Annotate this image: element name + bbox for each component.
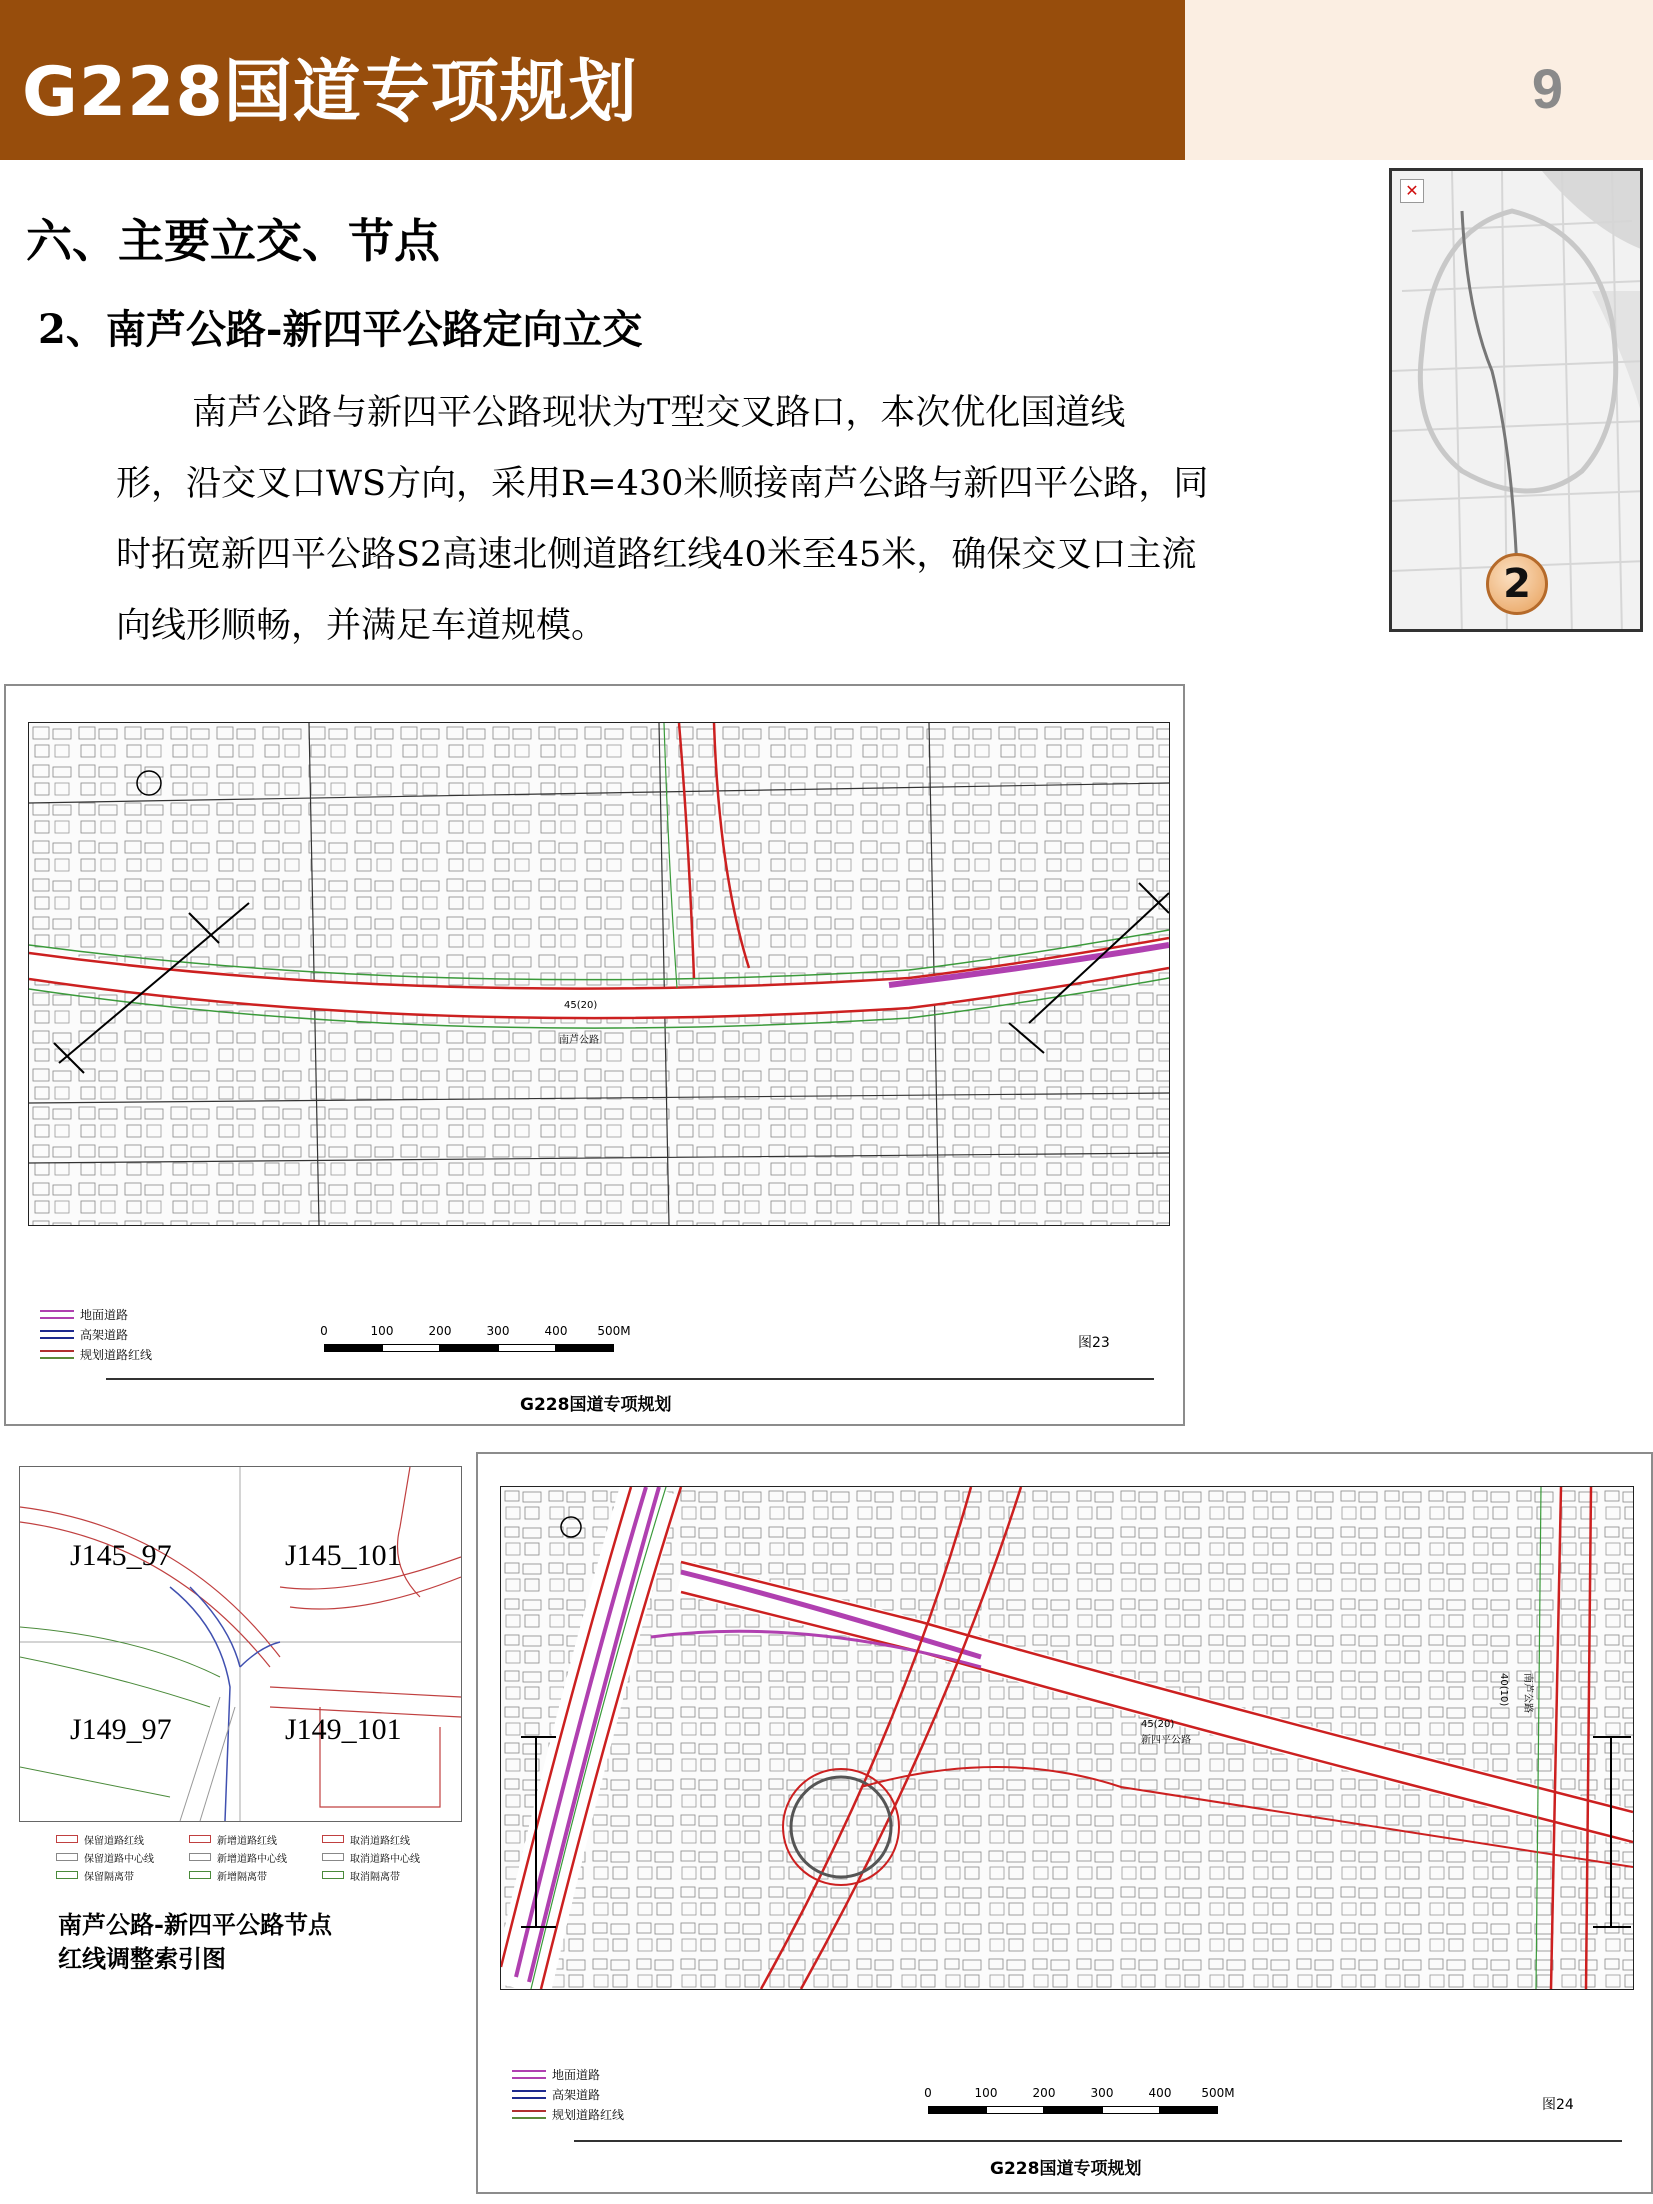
body-paragraph	[116, 378, 1316, 662]
figure-24-map	[500, 1486, 1634, 1990]
locator-minimap	[1389, 168, 1643, 632]
body-line: 向线形顺畅，并满足车道规模。	[116, 606, 607, 646]
figure-24-legend	[512, 2064, 624, 2124]
figure-23-map	[28, 722, 1170, 1226]
body-line: 南芦公路与新四平公路现状为T型交叉路口，本次优化国道线	[192, 393, 1126, 433]
legend-item: 地面道路	[40, 1304, 152, 1324]
legend-swatch	[40, 1350, 74, 1359]
divider	[574, 2140, 1622, 2142]
index-map-legend: 保留道路红线 新增道路红线 取消道路红线 保留道路中心线 新增道路中心线 取消道路中心线 保留隔离带 新增隔离带 取消隔离带	[56, 1830, 456, 1884]
figure-caption: G228国道专项规划	[990, 2159, 1142, 2179]
figure-23-legend	[40, 1304, 152, 1364]
sheet-label: J145_97	[70, 1539, 172, 1572]
road-label: 南芦公路	[559, 1035, 599, 1046]
road-label: 45(20)	[564, 1000, 598, 1011]
figure-24-scale-bar: 0 100 200 300 400 500M	[928, 2086, 1218, 2126]
figure-label: 图24	[1542, 2097, 1574, 2113]
sheet-label: J145_101	[285, 1539, 402, 1572]
index-map-graphic	[20, 1467, 461, 1821]
page-number: 9	[1531, 57, 1563, 120]
road-label: 南芦公路	[1522, 1673, 1533, 1713]
legend-item: 高架道路	[512, 2084, 624, 2104]
location-marker: 2	[1486, 553, 1548, 615]
legend-swatch	[512, 2110, 546, 2119]
close-icon[interactable]: ✕	[1400, 179, 1424, 203]
legend-swatch	[512, 2070, 546, 2079]
sheet-label: J149_101	[285, 1713, 402, 1746]
index-map-caption: 南芦公路-新四平公路节点 红线调整索引图	[58, 1910, 332, 1973]
header-page-panel	[1185, 0, 1653, 160]
body-line: 时拓宽新四平公路S2高速北侧道路红线40米至45米，确保交叉口主流	[116, 535, 1197, 575]
legend-item: 地面道路	[512, 2064, 624, 2084]
figure-23-scale-bar: 0 100 200 300 400 500M	[324, 1324, 614, 1364]
legend-item: 规划道路红线	[512, 2104, 624, 2124]
road-label: 40(10)	[1498, 1673, 1509, 1707]
figure-label: 图23	[1078, 1335, 1110, 1351]
legend-item: 规划道路红线	[40, 1344, 152, 1364]
road-label: 新四平公路	[1141, 1735, 1191, 1746]
index-map	[19, 1466, 462, 1822]
divider	[106, 1378, 1154, 1380]
figure-23-map-graphic	[29, 723, 1169, 1225]
legend-swatch	[40, 1330, 74, 1339]
figure-23	[4, 684, 1185, 1426]
figure-24-map-graphic	[501, 1487, 1633, 1989]
figure-24	[476, 1452, 1653, 2194]
legend-swatch	[40, 1310, 74, 1319]
legend-item: 高架道路	[40, 1324, 152, 1344]
road-label: 45(20)	[1141, 1719, 1175, 1730]
document-title: G228国道专项规划	[22, 53, 638, 132]
body-line: 形，沿交叉口WS方向，采用R=430米顺接南芦公路与新四平公路，同	[116, 464, 1209, 504]
sheet-label: J149_97	[70, 1713, 172, 1746]
figure-caption: G228国道专项规划	[520, 1395, 672, 1415]
legend-swatch	[512, 2090, 546, 2099]
header-bar	[0, 0, 1185, 160]
section-title: 六、主要立交、节点	[26, 214, 440, 268]
sub-title: 2、南芦公路-新四平公路定向立交	[38, 306, 643, 353]
